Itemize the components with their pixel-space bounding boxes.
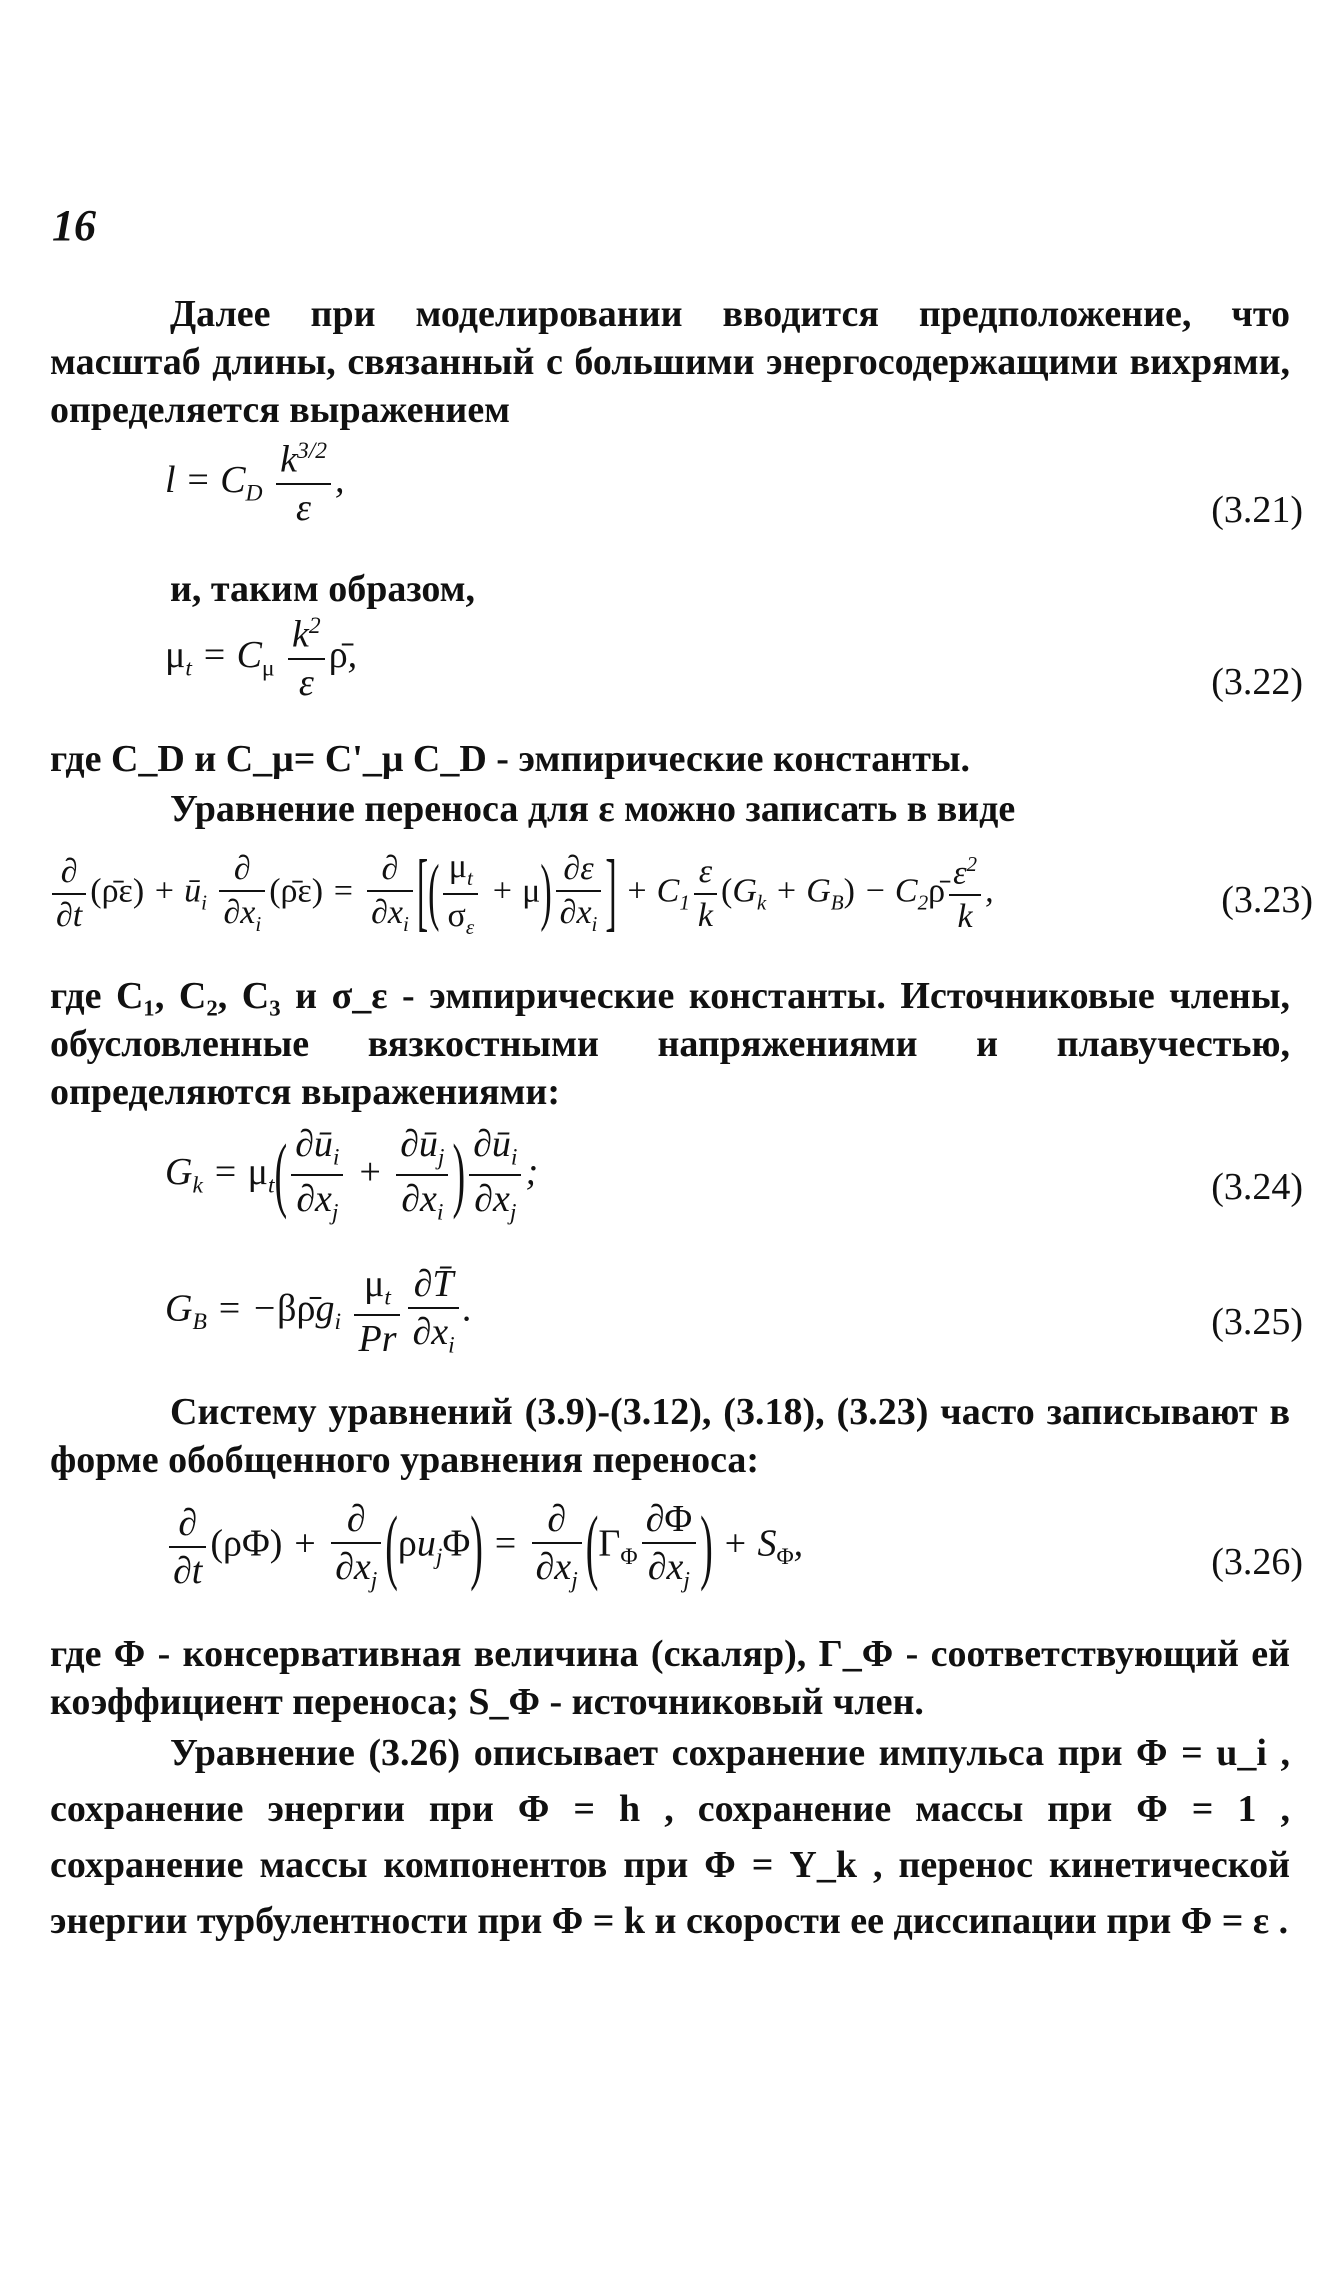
paragraph-transport: Уравнение переноса для ε можно записать в виде	[170, 788, 1016, 830]
paragraph-phi-definition: где Φ - консервативная величина (скаляр), Γ_Φ - соответствующий ей коэффициент переноса; S_Φ - источниковый член.	[50, 1633, 1290, 1723]
equation-number: (3.26)	[1211, 1541, 1303, 1583]
paragraph-thus: и, таким образом,	[170, 568, 476, 610]
equation-number: (3.22)	[1211, 661, 1303, 703]
paragraph-source-terms: где C₁, C₂, C₃ и σ_ε - эмпирические константы. Источниковые члены, обусловленные вязкостными напряжениями и плавучестью, определяются выражениями:	[50, 975, 1290, 1113]
equation-3-23: $\frac{\partial}{\partial t}$ (ρ̄ε) + $ū_i$ $\frac{\partial}{\partial x_i}$ (ρ̄ε) = $\frac{\partial}{\partial x_i}$ [( $\frac{\mu_t}{\sigma_\varepsilon}$ + μ) $\frac{\partial\varepsilon}{\partial x_i}$ ] + $C_1$ $\frac{\varepsilon}{k}$ $(G_k + G_B)$ − $C_2\rhō$ $\frac{\varepsilon^2}{k}$ ,	[48, 850, 994, 938]
equation-number: (3.24)	[1211, 1166, 1303, 1208]
equation-3-21: $l = C_D$ $\frac{k^{3/2}}{\varepsilon}$ ,	[165, 438, 345, 529]
equation-number: (3.21)	[1211, 489, 1303, 531]
equation-number: (3.23)	[1221, 879, 1313, 921]
paragraph-conservation: Уравнение (3.26) описывает сохранение импульса при Φ = u_i , сохранение энергии при Φ = h , сохранение массы при Φ = 1 , сохранение массы компонентов при Φ = Y_k , перенос кинетической энергии турбулентности при Φ = k и скорости ее диссипации при Φ = ε .	[50, 1732, 1290, 1942]
equation-3-22: $\mu_t = C_\mu$ $\frac{k^2}{\varepsilon}$ ρ̄,	[165, 613, 358, 704]
paragraph-generalized: Систему уравнений (3.9)-(3.12), (3.18), (3.23) часто записывают в форме обобщенного уравнения переноса:	[50, 1391, 1290, 1481]
paragraph-constants: где C_D и C_μ= C'_μ C_D - эмпирические константы.	[50, 738, 971, 780]
equation-3-26: $\frac{\partial}{\partial t}$ (ρΦ) + $\frac{\partial}{\partial x_j}$ $(\rho u_j\Phi)$ = $\frac{\partial}{\partial x_j}$ ($\Gamma_\Phi$ $\frac{\partial\Phi}{\partial x_j}$ ) + $S_\Phi$,	[165, 1500, 803, 1593]
page-number: 16	[52, 201, 96, 250]
equation-3-25: $G_B$ = $-\beta\rhōg_i$ $\frac{\mu_t}{Pr}$ $\frac{\partial T̄}{\partial x_i}$ .	[165, 1263, 473, 1361]
equation-3-24: $G_k = \mu_t$( $\frac{\partial ū_i}{\partial x_j}$ + $\frac{\partial ū_j}{\partial x_i}$ ) $\frac{\partial ū_i}{\partial x_j}$ ;	[165, 1123, 539, 1226]
paragraph-intro: Далее при моделировании вводится предположение, что масштаб длины, связанный с большими энергосодержащими вихрями, определяется выражением	[50, 293, 1290, 431]
equation-number: (3.25)	[1211, 1301, 1303, 1343]
